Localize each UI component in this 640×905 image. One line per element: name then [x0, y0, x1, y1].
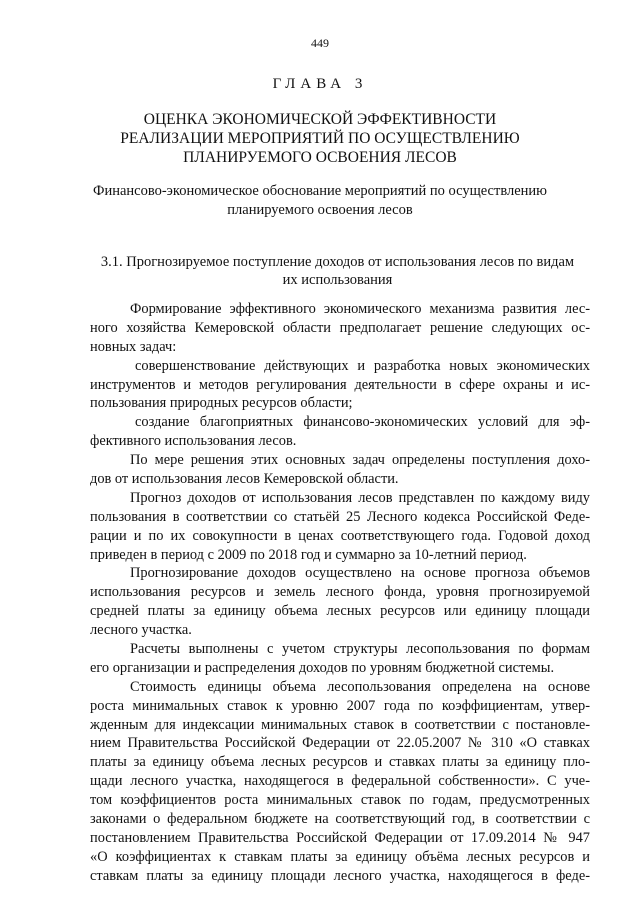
section-title-line: их использования	[282, 272, 393, 288]
paragraph-line: создание благоприятных финансово-экономических условий для эф-	[135, 414, 590, 431]
paragraph-line: постановлением Правительства Российской Федерации от 17.09.2014 № 947	[90, 829, 590, 846]
paragraph-line: Прогноз доходов от использования лесов представлен по каждому виду	[130, 489, 590, 506]
paragraph-line: инструментов и методов регулирования деятельности в сфере охраны и ис-	[90, 376, 590, 393]
paragraph-line: пользования природных ресурсов области;	[90, 395, 353, 412]
chapter-title	[80, 110, 560, 167]
paragraph-line: Расчеты выполнены с учетом структуры лесопользования по формам	[130, 641, 590, 658]
section-title	[85, 253, 590, 289]
paragraph-line: фективного использования лесов.	[90, 433, 297, 450]
chapter-heading: ГЛАВА 3	[272, 76, 368, 92]
paragraph-line: законами о федеральном бюджете на соответствующий год, в соответствии с	[90, 811, 590, 828]
paragraph-line: рации и по их совокупности в ценах соответствующего года. Годовой доход	[90, 527, 590, 544]
paragraph-line: «О коэффициентах к ставкам платы за единицу объёма лесных ресурсов и	[90, 848, 590, 865]
paragraph-line: Стоимость единицы объема лесопользования определена на основе	[130, 678, 590, 695]
paragraph-line: роста минимальных ставок к уровню 2007 года по коэффициентам, утвер-	[90, 697, 590, 714]
subtitle-line: Финансово-экономическое обоснование мероприятий по осуществлению	[93, 183, 547, 199]
paragraph-line: совершенствование действующих и разработка новых экономических	[135, 357, 590, 374]
paragraph-line: По мере решения этих основных задач определены поступления дохо-	[130, 452, 590, 469]
paragraph-line: ного хозяйства Кемеровской области предполагает решение следующих ос-	[90, 319, 590, 336]
paragraph-line: ставкам платы за единицу площади лесного участка, находящегося в феде-	[90, 867, 590, 884]
body-text	[90, 300, 590, 886]
paragraph-line: щади лесного участка, находящегося в федеральной собственности». С уче-	[90, 773, 590, 790]
page-number: 449	[311, 36, 329, 50]
subtitle-line: планируемого освоения лесов	[227, 202, 413, 218]
paragraph-line: нием Правительства Российской Федерации от 22.05.2007 № 310 «О ставках	[90, 735, 590, 752]
chapter-title-line: ОЦЕНКА ЭКОНОМИЧЕСКОЙ ЭФФЕКТИВНОСТИ	[143, 111, 497, 128]
section-title-line: 3.1. Прогнозируемое поступление доходов от использования лесов по видам	[100, 254, 575, 270]
paragraph-line: жденным для индексации минимальных ставок в соответствии с постановле-	[90, 716, 590, 733]
paragraph-line: использования ресурсов и земель лесного фонда, уровня прогнозируемой	[90, 584, 590, 601]
paragraph-line: новных задач:	[90, 338, 177, 355]
paragraph-line: лесного участка.	[90, 622, 192, 639]
paragraph-line: платы за единицу объема лесных ресурсов и ставках платы за единицу пло-	[90, 754, 590, 771]
paragraph-line: средней платы за единицу объема лесных ресурсов или единицу площади	[90, 603, 590, 620]
paragraph-line: пользования в соответствии со статьёй 25 Лесного кодекса Российской Феде-	[90, 508, 590, 525]
paragraph-line: том коэффициентов роста минимальных ставок по годам, предусмотренных	[90, 792, 590, 809]
paragraph-line: его организации и распределения доходов по уровням бюджетной системы.	[90, 659, 555, 676]
chapter-title-line: ПЛАНИРУЕМОГО ОСВОЕНИЯ ЛЕСОВ	[183, 149, 457, 166]
paragraph-line: приведен в период с 2009 по 2018 год и суммарно за 10-летний период.	[90, 546, 527, 563]
paragraph-line: Прогнозирование доходов осуществлено на основе прогноза объемов	[130, 565, 590, 582]
subtitle	[90, 182, 550, 220]
paragraph-line: дов от использования лесов Кемеровской области.	[90, 471, 399, 488]
paragraph-line: Формирование эффективного экономического механизма развития лес-	[130, 301, 590, 317]
chapter-title-line: РЕАЛИЗАЦИИ МЕРОПРИЯТИЙ ПО ОСУЩЕСТВЛЕНИЮ	[120, 130, 520, 147]
